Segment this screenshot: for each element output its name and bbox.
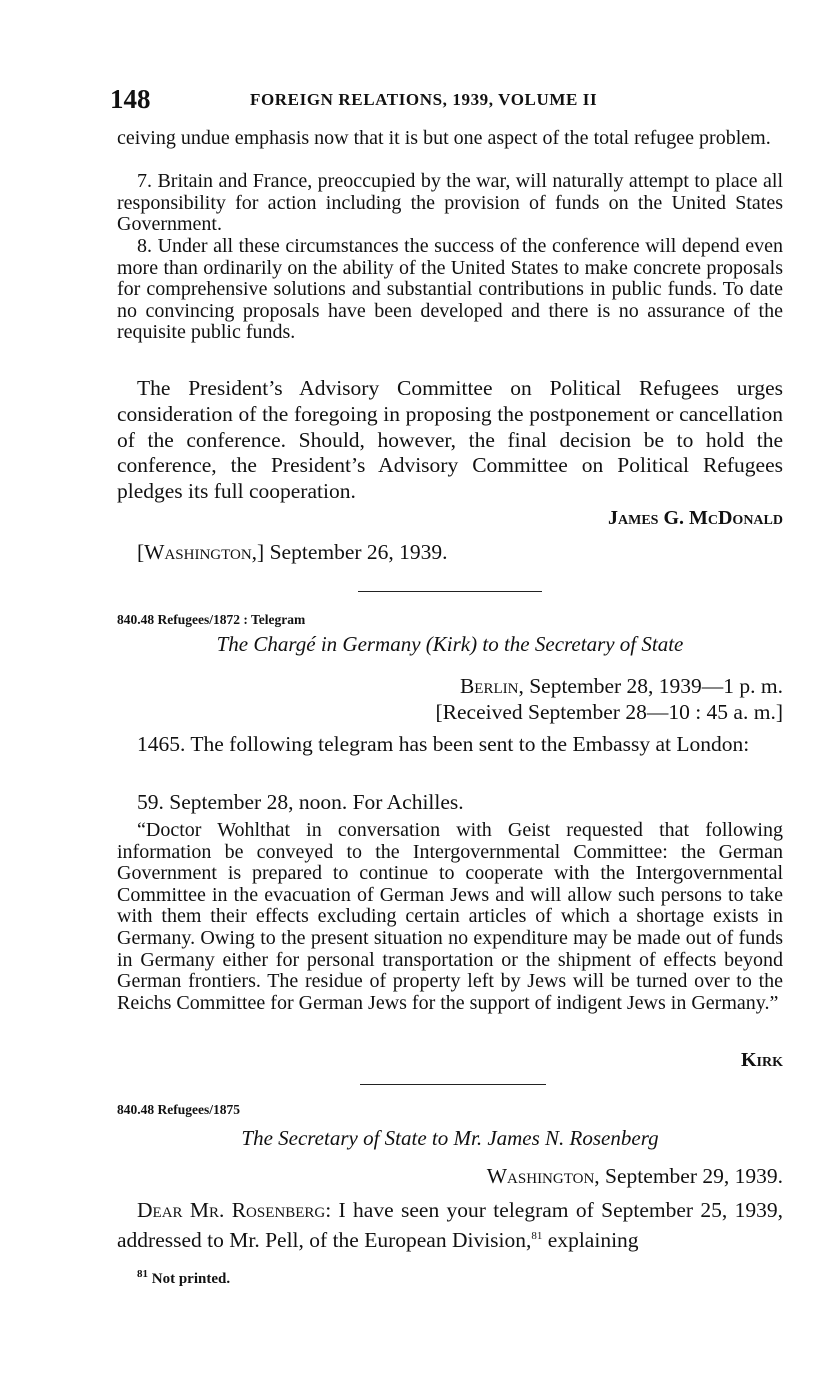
doc2-body-text-2: explaining bbox=[542, 1227, 639, 1252]
doc1-paragraph-2: 59. September 28, noon. For Achilles. bbox=[137, 790, 464, 814]
section-divider bbox=[360, 1084, 546, 1085]
section-divider bbox=[358, 591, 542, 592]
doc2-file-id: 840.48 Refugees/1875 bbox=[117, 1102, 240, 1117]
footnote-marker: 81 bbox=[137, 1268, 148, 1280]
memo-place: [Washington,] bbox=[137, 540, 265, 564]
page-number: 148 bbox=[110, 84, 151, 114]
doc1-title-name: Kirk bbox=[432, 632, 471, 656]
memo-dateline bbox=[117, 540, 803, 566]
doc1-title-pre: The Chargé in Germany ( bbox=[216, 632, 433, 656]
doc1-paragraph-1: 1465. The following telegram has been sent to the Embassy at London: bbox=[137, 732, 750, 756]
memo-closing-paragraph: The President’s Advisory Committee on Political Refugees urges consideration of the foregoing in proposing the postponement or cancellation of the conference. Should, however, the final decision be to hold the conference, the President’s Advisory Committee on Political Refugees pledges its full cooperation. bbox=[117, 376, 783, 504]
doc1-title bbox=[117, 632, 783, 657]
memo-date: September 26, 1939. bbox=[269, 540, 448, 564]
memo-continuation: ceiving undue emphasis now that it is but one aspect of the total refugee problem. bbox=[117, 127, 771, 149]
running-head: FOREIGN RELATIONS, 1939, VOLUME II bbox=[250, 90, 598, 109]
doc1-title-post: ) to the Secretary of State bbox=[470, 632, 684, 656]
memo-signature: James G. McDonald bbox=[608, 507, 783, 529]
memo-item-7: 7. Britain and France, preoccupied by the war, will naturally attempt to place all responsibility for action including the provision of funds on the United States Government. bbox=[117, 170, 783, 236]
page-header bbox=[110, 84, 780, 116]
doc2-body bbox=[117, 1198, 783, 1254]
doc2-place: Washington, bbox=[486, 1164, 600, 1188]
doc1-date: September 28, 1939—1 p. m. bbox=[529, 674, 783, 698]
doc1-signature: Kirk bbox=[740, 1049, 783, 1071]
doc2-salutation: Dear Mr. Rosenberg bbox=[137, 1198, 326, 1222]
doc2-date: September 29, 1939. bbox=[605, 1164, 783, 1188]
doc1-received: [Received September 28—10 : 45 a. m.] bbox=[435, 700, 783, 724]
footnote-reference: 81 bbox=[531, 1229, 543, 1242]
footnote-text: Not printed. bbox=[151, 1271, 231, 1287]
doc1-file-id: 840.48 Refugees/1872 : Telegram bbox=[117, 612, 306, 627]
doc1-quoted-telegram: “Doctor Wohlthat in conversation with Geist requested that following information be conveyed to the Intergovernmental Committee: the German Government is prepared to continue to cooperate with the Intergovernmental Committee in the evacuation of German Jews and will allow such persons to take with them their effects excluding certain articles of which a shortage exists in Germany. Owing to the present situation no expenditure may be made out of funds in Germany either for personal transportation or the shipment of effects beyond German frontiers. The residue of property left by Jews will be turned over to the Reichs Committee for German Jews for the support of indigent Jews in Germany.” bbox=[117, 819, 783, 1014]
doc2-title: The Secretary of State to Mr. James N. Rosenberg bbox=[241, 1126, 659, 1150]
doc2-body-text-1: : I have seen your telegram of September 25, 1939, addressed to Mr. Pell, of the European Division, bbox=[117, 1198, 783, 1252]
doc1-place: Berlin, bbox=[459, 674, 524, 698]
footnote bbox=[117, 1268, 803, 1288]
doc2-dateline bbox=[117, 1164, 783, 1190]
memo-item-8: 8. Under all these circumstances the success of the conference will depend even more than ordinarily on the ability of the United States to make concrete proposals for comprehensive solutions and substantial contributions in public funds. To date no convincing proposals have been developed and there is no assurance of the requisite public funds. bbox=[117, 235, 783, 344]
doc1-dateline bbox=[117, 674, 783, 700]
